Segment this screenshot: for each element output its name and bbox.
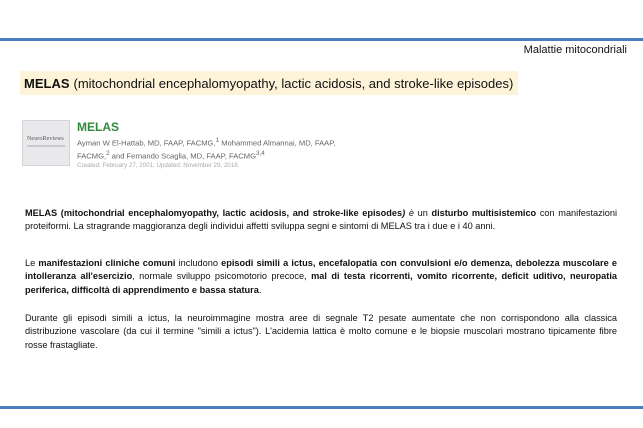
paragraph-clinical-manifestations <box>25 257 617 297</box>
p2-t1: Le <box>25 258 39 268</box>
p2-t3: , normale sviluppo psicomotorio precoce, <box>132 271 312 282</box>
cover-decoration <box>27 145 65 147</box>
journal-cover-thumbnail <box>22 120 70 166</box>
journal-name: NeuroReviews <box>27 136 64 142</box>
reference-card[interactable] <box>22 116 362 178</box>
reference-authors <box>77 136 367 161</box>
reference-dates: Created: February 27, 2001; Updated: November 29, 2018. <box>77 162 240 169</box>
author-line-1: Ayman W El-Hattab, MD, FAAP, FACMG, <box>77 138 216 148</box>
p1-strong: MELAS (mitochondrial encephalomyopathy, lactic acidosis, and stroke-like episodes <box>25 208 403 218</box>
title-expansion: (mitochondrial encephalomyopathy, lactic acidosis, and stroke-like episodes) <box>73 75 514 91</box>
p1-middle: un <box>413 208 428 218</box>
bottom-divider <box>0 406 643 409</box>
author-line-2b: and Fernando Scaglia, MD, FAAP, FACMG <box>109 151 256 161</box>
author-affiliation-1: 1 <box>215 137 220 144</box>
p2-t2: includono <box>175 258 222 268</box>
p1-italic: è <box>405 208 414 218</box>
author-affiliation-2: 2 <box>106 149 110 157</box>
author-line-1b: Mohammed Almannai, MD, FAAP, <box>219 138 336 148</box>
page-title <box>20 71 518 95</box>
top-divider <box>0 38 643 41</box>
p2-b3: mal di testa ricorrenti, vomito ricorrente, deficit uditivo, neuropatia periferica, difficoltà di apprendimento e bassa statura <box>25 271 617 295</box>
p2-t4: . <box>258 284 262 295</box>
reference-title[interactable]: MELAS <box>77 120 119 134</box>
author-affiliation-3: 3,4 <box>255 149 265 157</box>
title-acronym: MELAS <box>24 75 70 91</box>
p1-strong2: disturbo multisistemico <box>427 208 537 218</box>
section-label: Malattie mitocondriali <box>523 44 627 56</box>
p1-rest: con manifestazioni proteiformi. La stragrande maggioranza degli individui affetti sviluppa segni e sintomi di MELAS tra i due e i 40 anni. <box>25 208 618 232</box>
p1-paren: ) <box>402 208 406 218</box>
p2-b1: manifestazioni cliniche comuni <box>38 258 176 268</box>
author-line-2: FACMG, <box>77 151 107 161</box>
paragraph-definition <box>25 207 617 234</box>
paragraph-neuroimaging: Durante gli episodi simili a ictus, la neuroimmagine mostra aree di segnale T2 pesate aumentate che non corrispondono alla classica distribuzione vascolare (da cui il termine "simili a ictus"). L'acidemia lattica è molto comune e le biopsie muscolari mostrano tipicamente fibre rosse frastagliate. <box>25 313 617 350</box>
p2-b2: episodi simili a ictus, encefalopatia con convulsioni e/o demenza, debolezza muscolare e intolleranza all'esercizio <box>25 258 617 282</box>
